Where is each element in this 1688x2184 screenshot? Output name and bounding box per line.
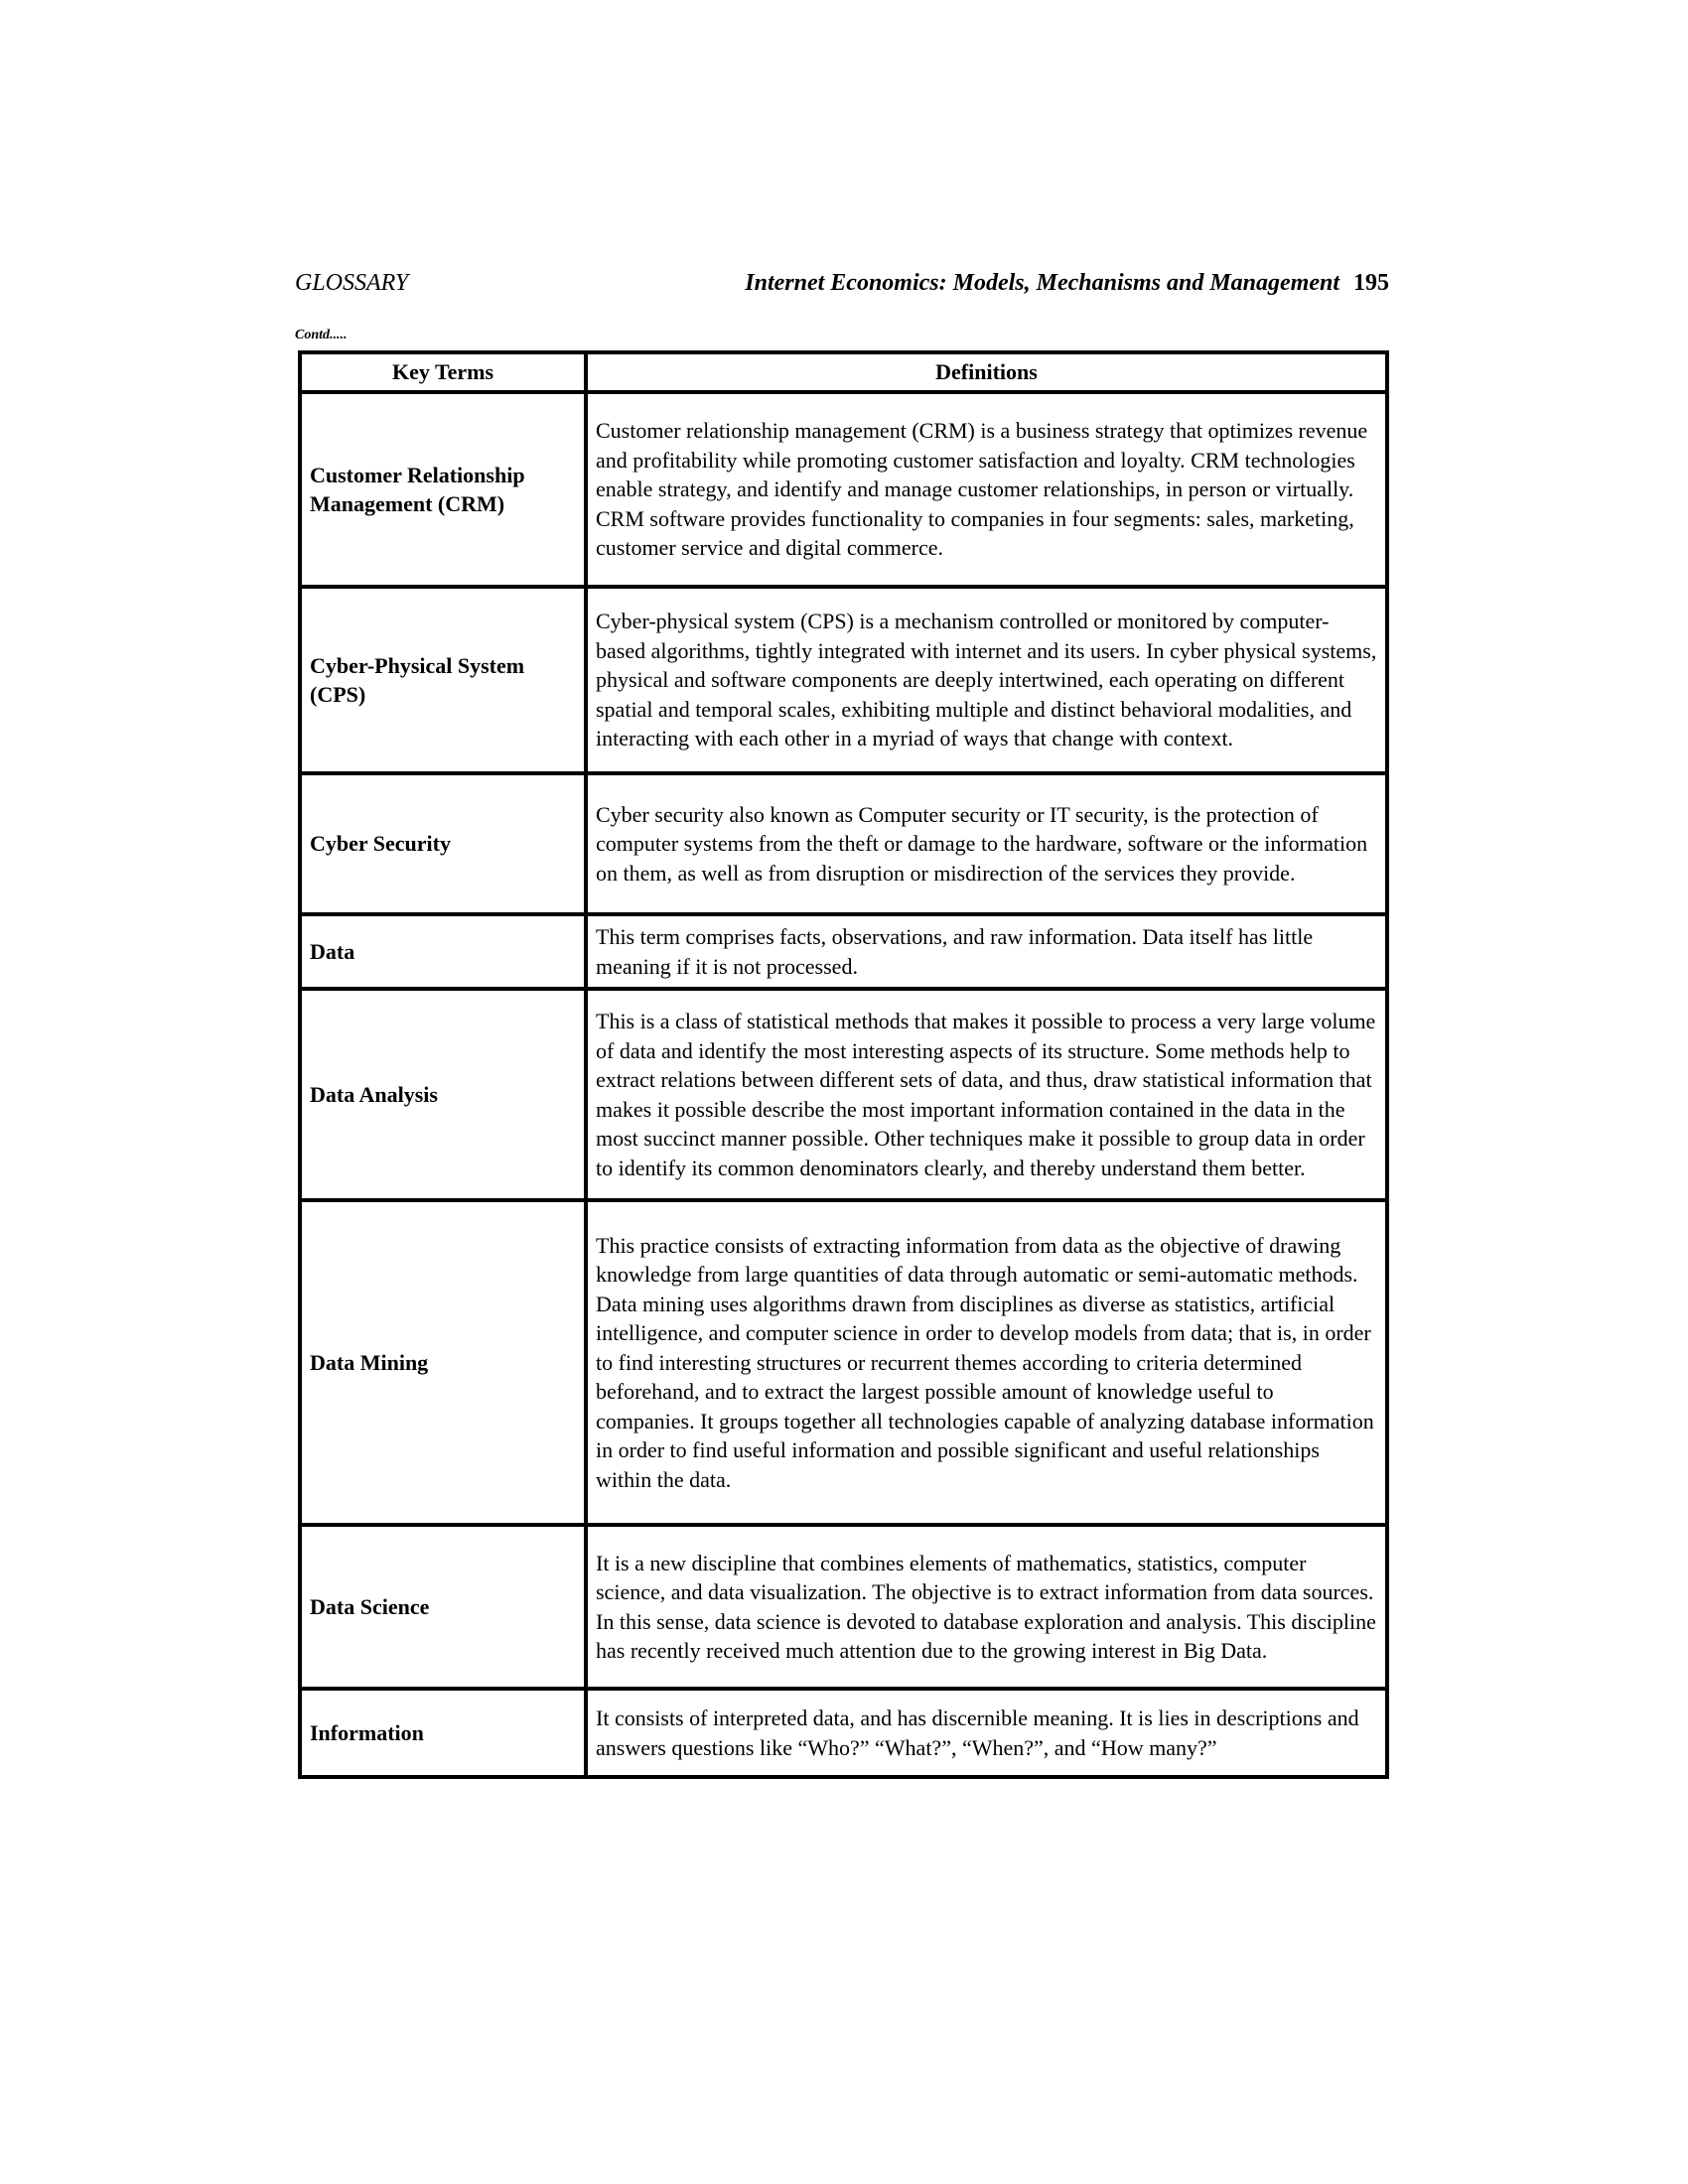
term-cell: Data xyxy=(300,914,586,989)
definition-cell: This term comprises facts, observations, and raw information. Data itself has little meaning if it is not processed. xyxy=(586,914,1387,989)
glossary-table xyxy=(298,350,1389,1779)
table-row xyxy=(300,1689,1387,1777)
header-right xyxy=(745,270,1389,297)
table-row xyxy=(300,587,1387,773)
term-cell: Information xyxy=(300,1689,586,1777)
definition-cell: Cyber-physical system (CPS) is a mechanism controlled or monitored by computer-based algorithms, tightly integrated with internet and its users. In cyber physical systems, physical and software components are deeply intertwined, each operating on different spatial and temporal scales, exhibiting multiple and distinct behavioral modalities, and interacting with each other in a myriad of ways that change with context. xyxy=(586,587,1387,773)
section-label: GLOSSARY xyxy=(295,270,409,296)
book-title: Internet Economics: Models, Mechanisms and Management xyxy=(745,270,1339,296)
definition-cell: It is a new discipline that combines elements of mathematics, statistics, computer science, and data visualization. The objective is to extract information from data sources. In this sense, data science is devoted to database exploration and analysis. This discipline has recently received much attention due to the growing interest in Big Data. xyxy=(586,1525,1387,1689)
table-row xyxy=(300,989,1387,1200)
table-header-row xyxy=(300,352,1387,392)
column-header-key-terms: Key Terms xyxy=(300,352,586,392)
running-header xyxy=(295,270,1389,306)
definition-cell: This practice consists of extracting information from data as the objective of drawing knowledge from large quantities of data through automatic or semi-automatic methods. Data mining uses algorithms drawn from disciplines as diverse as statistics, artificial intelligence, and computer science in order to develop models from data; that is, in order to find interesting structures or recurrent themes according to criteria determined beforehand, and to extract the largest possible amount of knowledge useful to companies. It groups together all technologies capable of analyzing database information in order to find useful information and possible significant and useful relationships within the data. xyxy=(586,1200,1387,1525)
term-cell: Cyber Security xyxy=(300,773,586,914)
table-row xyxy=(300,773,1387,914)
definition-cell: Cyber security also known as Computer security or IT security, is the protection of computer systems from the theft or damage to the hardware, software or the information on them, as well as from disruption or misdirection of the services they provide. xyxy=(586,773,1387,914)
column-header-definitions: Definitions xyxy=(586,352,1387,392)
term-cell: Data Science xyxy=(300,1525,586,1689)
definition-cell: Customer relationship management (CRM) is a business strategy that optimizes revenue and profitability while promoting customer satisfaction and loyalty. CRM technologies enable strategy, and identify and manage customer relationships, in person or virtually. CRM software provides functionality to companies in four segments: sales, marketing, customer service and digital commerce. xyxy=(586,392,1387,587)
term-cell: Customer Relationship Management (CRM) xyxy=(300,392,586,587)
definition-cell: It consists of interpreted data, and has discernible meaning. It is lies in descriptions and answers questions like “Who?” “What?”, “When?”, and “How many?” xyxy=(586,1689,1387,1777)
continued-label: Contd..... xyxy=(295,328,348,342)
table-row xyxy=(300,914,1387,989)
table-row xyxy=(300,392,1387,587)
table-row xyxy=(300,1200,1387,1525)
term-cell: Data Analysis xyxy=(300,989,586,1200)
page-number: 195 xyxy=(1353,270,1389,296)
definition-cell: This is a class of statistical methods that makes it possible to process a very large volume of data and identify the most interesting aspects of its structure. Some methods help to extract relations between different sets of data, and thus, draw statistical information that makes it possible describe the most important information contained in the data in the most succinct manner possible. Other techniques make it possible to group data in order to identify its common denominators clearly, and thereby understand them better. xyxy=(586,989,1387,1200)
term-cell: Data Mining xyxy=(300,1200,586,1525)
table-row xyxy=(300,1525,1387,1689)
term-cell: Cyber-Physical System (CPS) xyxy=(300,587,586,773)
